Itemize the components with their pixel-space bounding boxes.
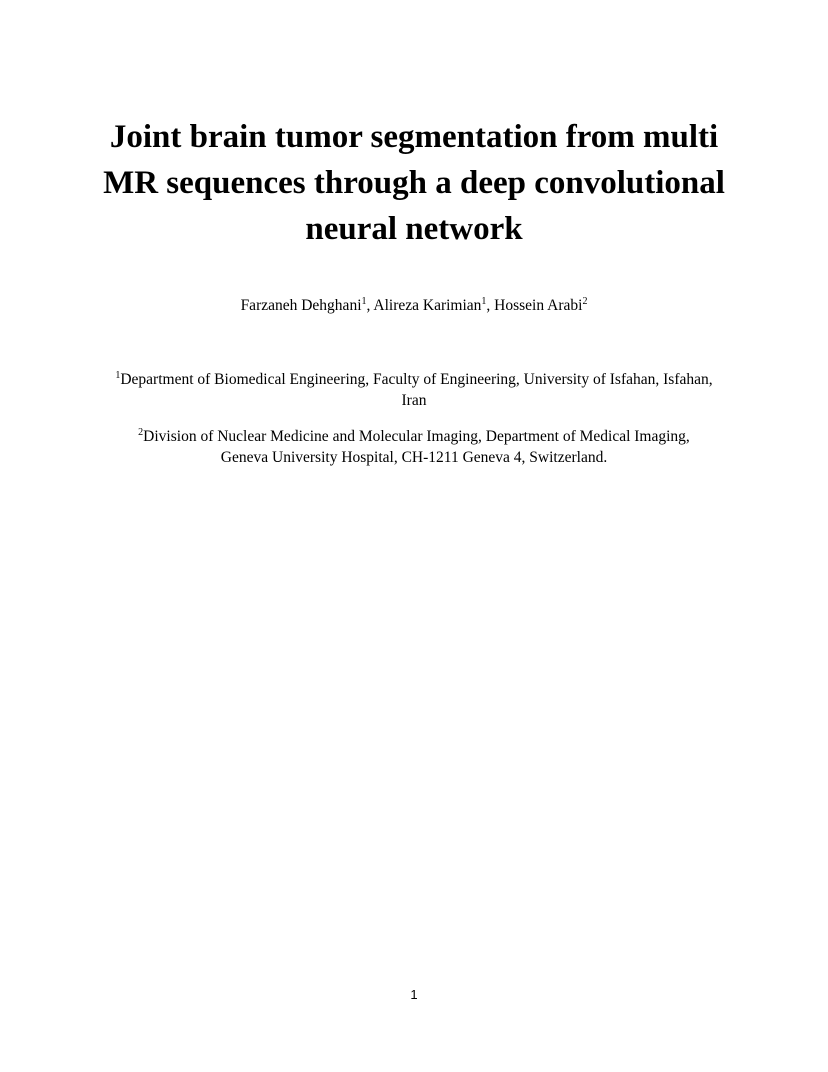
author-separator: , [366,297,374,314]
affiliation-1 [90,369,738,411]
affiliation-mark: 2 [582,295,588,307]
author-name: Alireza Karimian [373,297,482,314]
author-list [0,296,828,316]
affiliation-text: Department of Biomedical Engineering, Faculty of Engineering, University of Isfahan, Isfahan, [120,371,713,388]
affiliation-mark: 1 [361,295,367,307]
affiliation-text: Iran [401,392,427,409]
title-line: neural network [305,211,523,247]
paper-title [0,114,828,252]
affiliation-text: Geneva University Hospital, CH-1211 Geneva 4, Switzerland. [220,449,608,466]
page-number: 1 [410,987,418,1002]
affiliation-2 [90,426,738,468]
author-separator: , [486,297,495,314]
affiliation-mark: 1 [115,369,121,381]
author-name: Farzaneh Dehghani [240,297,362,314]
affiliation-text: Division of Nuclear Medicine and Molecular Imaging, Department of Medical Imaging, [143,428,690,445]
author-name: Hossein Arabi [494,297,583,314]
title-line: MR sequences through a deep convolutional [103,165,725,201]
affiliation-mark: 1 [481,295,487,307]
title-line: Joint brain tumor segmentation from multi [109,119,719,155]
affiliation-mark: 2 [138,426,144,438]
